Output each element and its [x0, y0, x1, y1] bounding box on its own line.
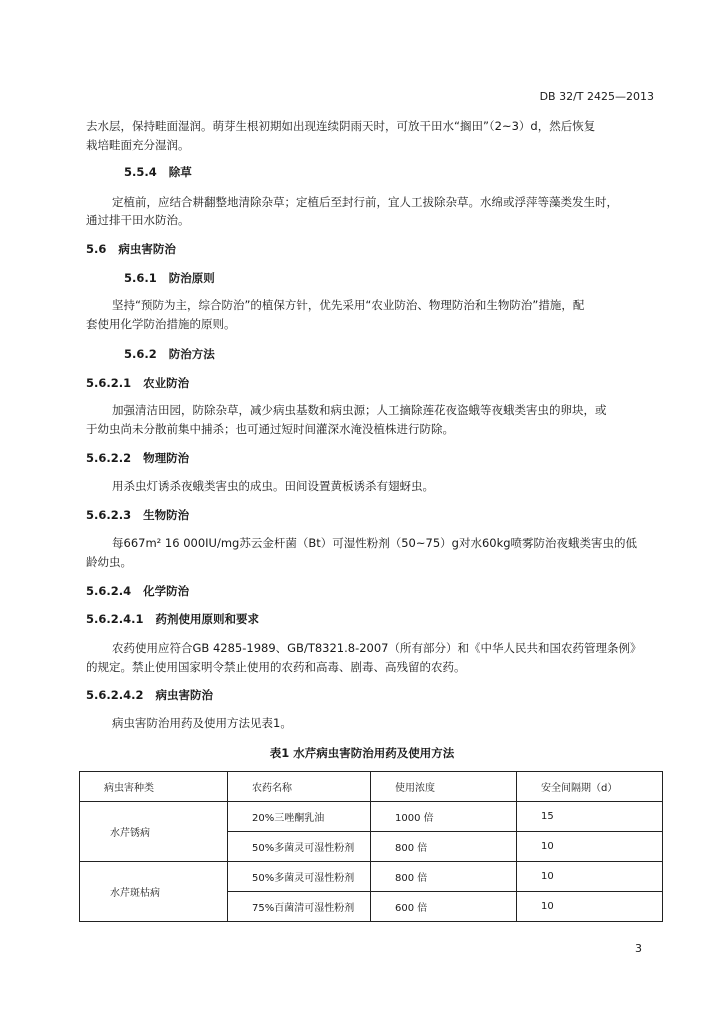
document-id: DB 32/T 2425—2013	[539, 90, 654, 103]
section-number: 5.6.2.1	[86, 376, 132, 390]
header-safety-interval: 安全间隔期（d）	[517, 772, 663, 802]
section-title: 生物防治	[143, 508, 190, 522]
section-heading-5-6-2-3	[86, 508, 189, 522]
paragraph-7-line-2: 的规定。禁止使用国家明令禁止使用的农药和高毒、剧毒、高残留的农药。	[86, 660, 466, 674]
paragraph-1-line-2: 栽培畦面充分湿润。	[86, 138, 190, 152]
pesticide-cell: 75%百菌清可湿性粉剂	[228, 892, 371, 922]
concentration-cell: 800 倍	[371, 832, 517, 862]
section-heading-5-6-2-4-2	[86, 688, 213, 702]
section-number: 5.5.4	[124, 165, 157, 179]
section-number: 5.6.2.4.1	[86, 612, 144, 626]
section-heading-5-6	[86, 242, 176, 256]
paragraph-8-line-1: 病虫害防治用药及使用方法见表1。	[112, 716, 292, 730]
header-pesticide-name: 农药名称	[228, 772, 371, 802]
section-number: 5.6.2.4	[86, 584, 132, 598]
paragraph-4-line-2: 于幼虫尚未分散前集中捕杀；也可通过短时间灌深水淹没植株进行防除。	[86, 422, 454, 436]
table-row	[80, 802, 663, 832]
section-title: 病虫害防治	[118, 242, 176, 256]
section-heading-5-6-2-4	[86, 584, 189, 598]
section-heading-5-5-4	[124, 165, 192, 179]
section-title: 防治原则	[168, 271, 215, 285]
section-heading-5-6-1	[124, 271, 215, 285]
table-row	[80, 862, 663, 892]
section-heading-5-6-2-4-1	[86, 612, 259, 626]
section-number: 5.6.2.4.2	[86, 688, 144, 702]
paragraph-3-line-2: 套使用化学防治措施的原则。	[86, 317, 236, 331]
pesticide-cell: 20%三唑酮乳油	[228, 802, 371, 832]
section-number: 5.6.1	[124, 271, 157, 285]
pesticide-cell: 50%多菌灵可湿性粉剂	[228, 832, 371, 862]
concentration-cell: 1000 倍	[371, 802, 517, 832]
section-number: 5.6.2	[124, 347, 157, 361]
section-title: 物理防治	[143, 451, 190, 465]
paragraph-6-line-2: 龄幼虫。	[86, 555, 132, 569]
interval-cell: 15	[517, 802, 663, 832]
paragraph-3-line-1: 坚持“预防为主，综合防治”的植保方针，优先采用“农业防治、物理防治和生物防治”措施，配	[112, 298, 585, 312]
concentration-cell: 600 倍	[371, 892, 517, 922]
header-concentration: 使用浓度	[371, 772, 517, 802]
pesticide-cell: 50%多菌灵可湿性粉剂	[228, 862, 371, 892]
section-title: 防治方法	[168, 347, 215, 361]
section-title: 农业防治	[143, 376, 190, 390]
pest-cell: 水芹锈病	[80, 802, 228, 862]
section-title: 化学防治	[143, 584, 190, 598]
paragraph-4-line-1: 加强清洁田园，防除杂草，减少病虫基数和病虫源；人工摘除莲花夜盗蛾等夜蛾类害虫的卵块，或	[112, 403, 607, 417]
page-number: 3	[635, 942, 642, 955]
section-title: 病虫害防治	[155, 688, 213, 702]
pest-cell: 水芹斑枯病	[80, 862, 228, 922]
paragraph-1-line-1: 去水层，保持畦面湿润。萌芽生根初期如出现连续阴雨天时，可放干田水“搁田”（2~3）d，然后恢复	[86, 119, 596, 133]
section-number: 5.6	[86, 242, 107, 256]
paragraph-2-line-2: 通过排干田水防治。	[86, 213, 190, 227]
section-number: 5.6.2.2	[86, 451, 132, 465]
section-number: 5.6.2.3	[86, 508, 132, 522]
paragraph-2-line-1: 定植前，应结合耕翻整地清除杂草；定植后至封行前，宜人工拔除杂草。水绵或浮萍等藻类发生时，	[112, 195, 618, 209]
section-title: 药剂使用原则和要求	[155, 612, 259, 626]
paragraph-6-line-1: 每667m² 16 000IU/mg苏云金杆菌（Bt）可湿性粉剂（50~75）g对水60kg喷雾防治夜蛾类害虫的低	[112, 536, 638, 550]
pesticide-table	[79, 771, 663, 922]
interval-cell: 10	[517, 892, 663, 922]
section-heading-5-6-2-2	[86, 451, 189, 465]
header-pest-type: 病虫害种类	[80, 772, 228, 802]
table-header-row	[80, 772, 663, 802]
interval-cell: 10	[517, 862, 663, 892]
paragraph-5-line-1: 用杀虫灯诱杀夜蛾类害虫的成虫。田间设置黄板诱杀有翅蚜虫。	[112, 479, 434, 493]
concentration-cell: 800 倍	[371, 862, 517, 892]
interval-cell: 10	[517, 832, 663, 862]
paragraph-7-line-1: 农药使用应符合GB 4285-1989、GB/T8321.8-2007（所有部分）和《中华人民共和国农药管理条例》	[112, 641, 642, 655]
section-heading-5-6-2	[124, 347, 215, 361]
table-caption: 表1 水芹病虫害防治用药及使用方法	[269, 746, 455, 760]
section-title: 除草	[168, 165, 192, 179]
section-heading-5-6-2-1	[86, 376, 189, 390]
